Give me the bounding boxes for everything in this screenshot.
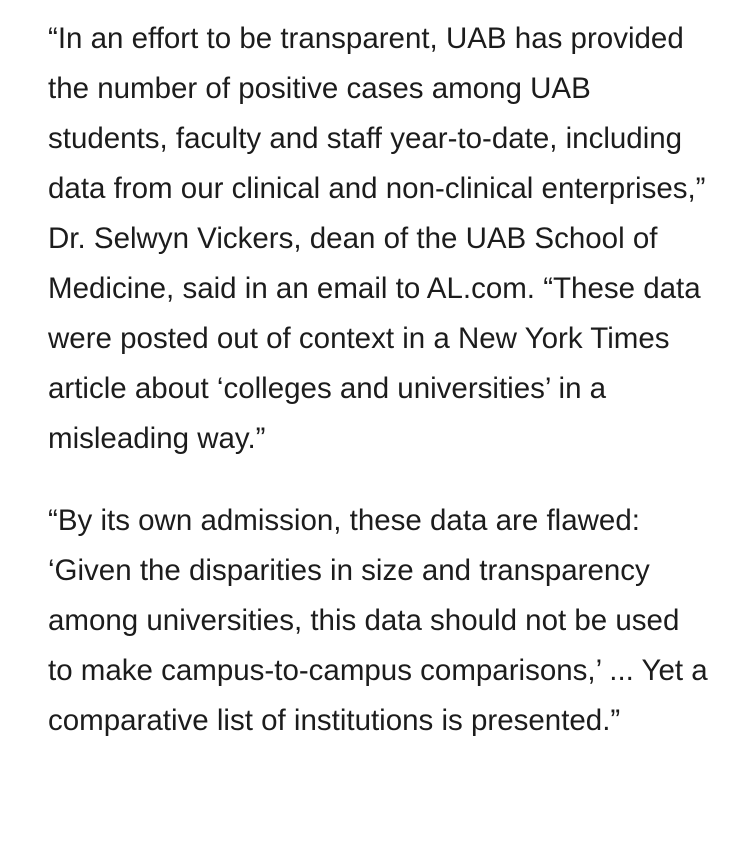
article-body bbox=[48, 14, 708, 746]
quote-paragraph-2: “By its own admission, these data are flawed: ‘Given the disparities in size and transparency among universities, this data should not be used to make campus-to-campus comparisons,’ ... Yet a comparative list of institutions is presented.” bbox=[48, 504, 708, 737]
quote-paragraph-1: “In an effort to be transparent, UAB has provided the number of positive cases among UAB students, faculty and staff year-to-date, including data from our clinical and non-clinical enterprises,” Dr. Selwyn Vickers, dean of the UAB School of Medicine, said in an email to AL.com. “These data were posted out of context in a New York Times article about ‘colleges and universities’ in a misleading way.” bbox=[48, 22, 706, 455]
